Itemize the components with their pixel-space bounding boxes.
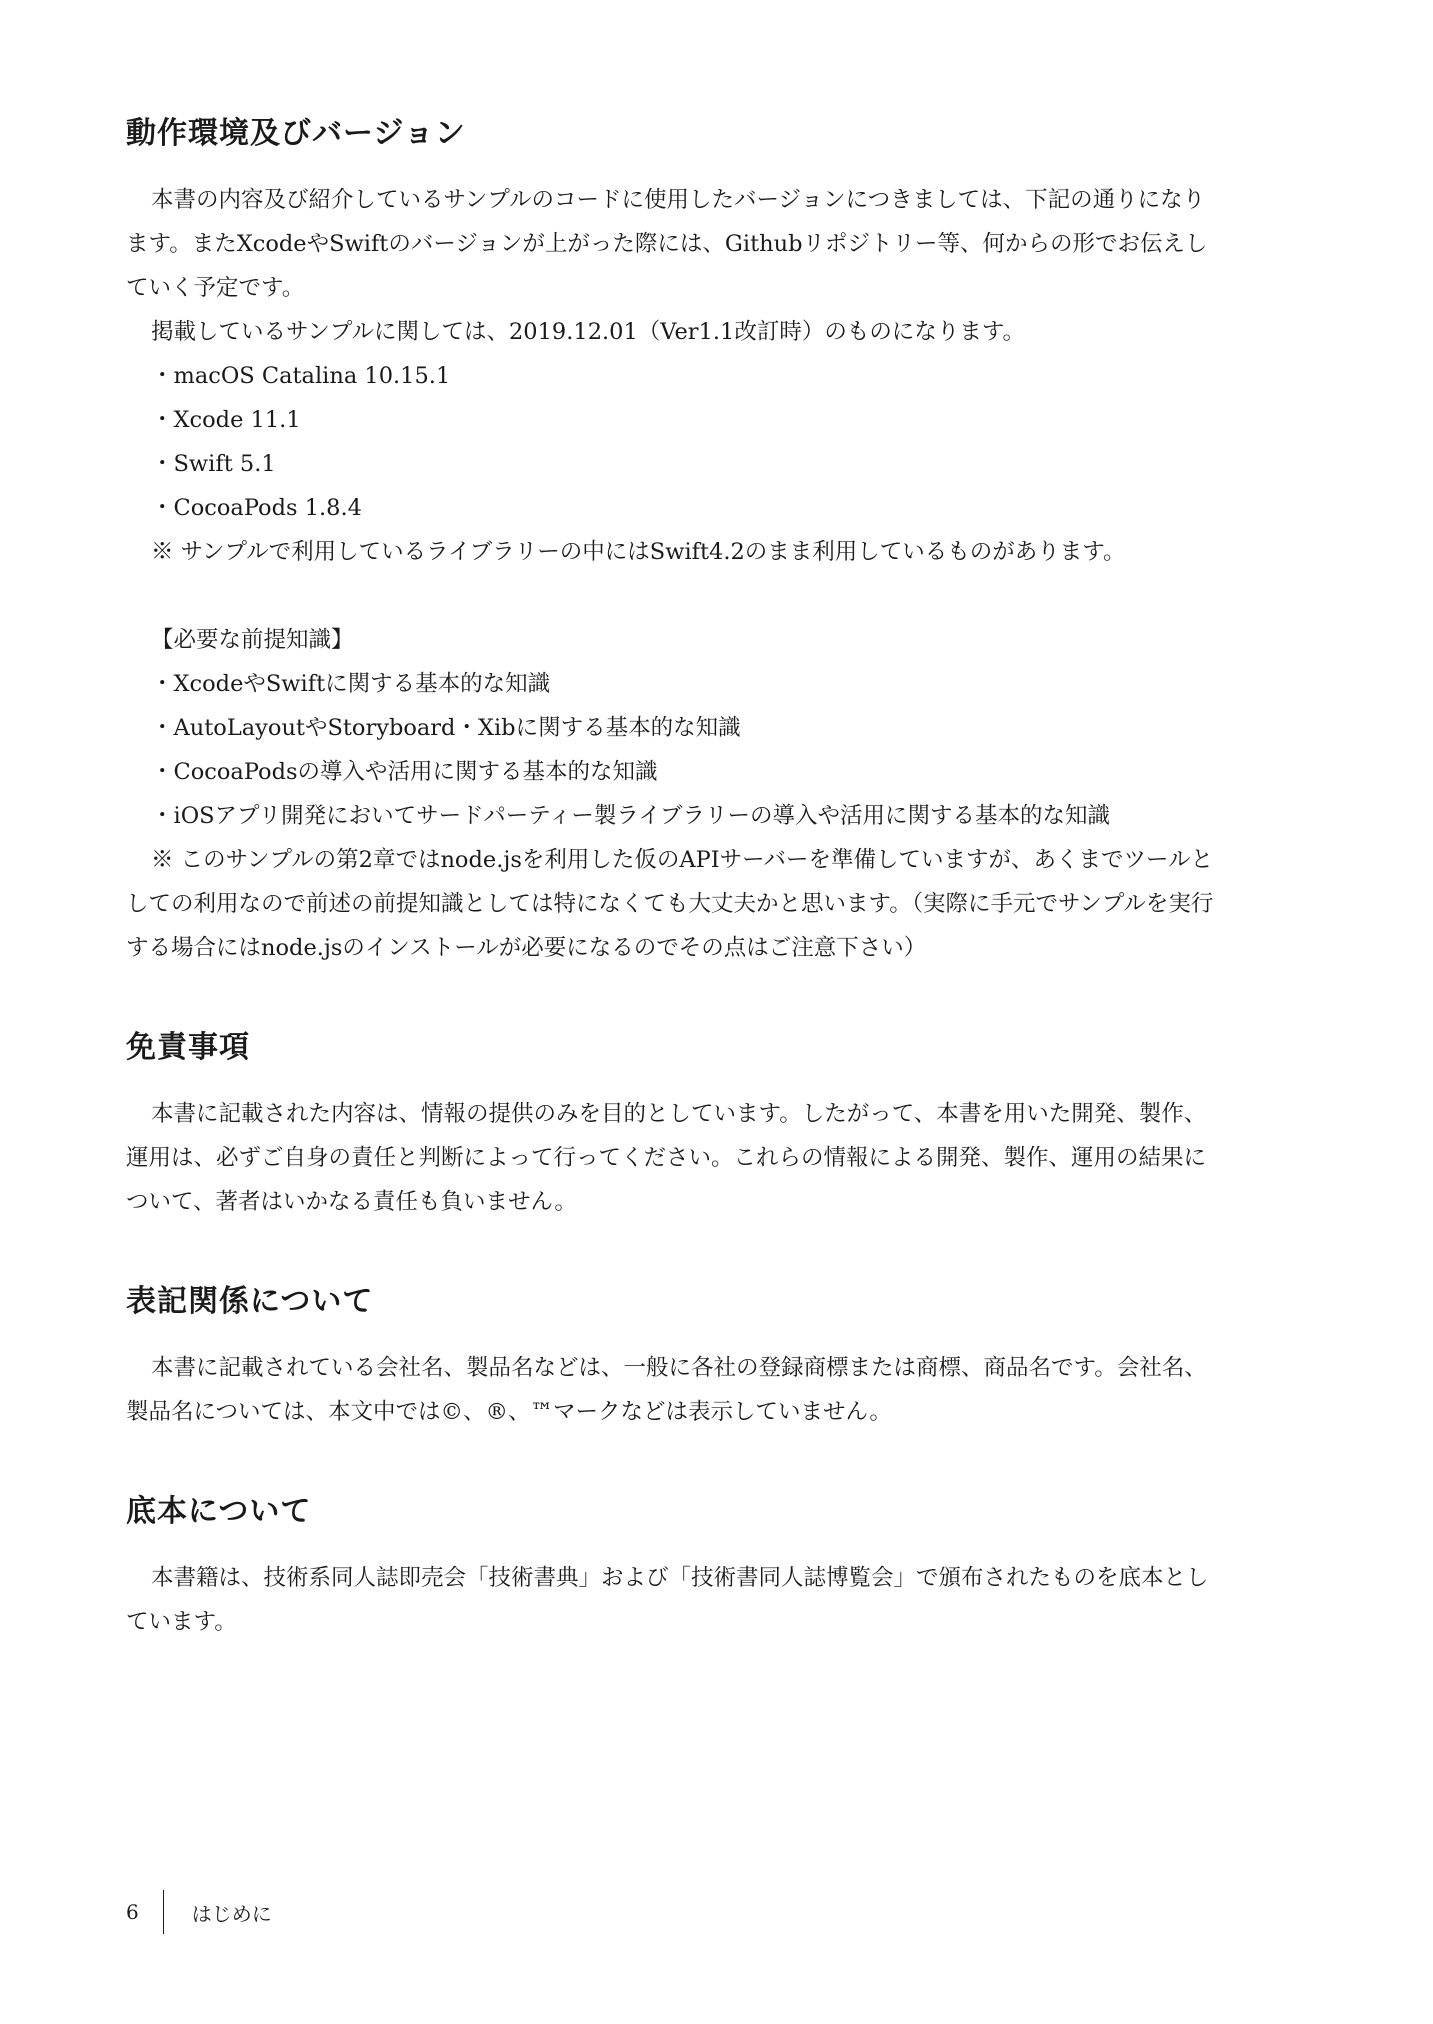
- paragraph: 本書の内容及び紹介しているサンプルのコードに使用したバージョンにつきましては、下記の通りになります。またXcodeやSwiftのバージョンが上がった際には、Githubリポジトリー等、何からの形でお伝えしていく予定です。: [126, 187, 1208, 301]
- page-footer: [126, 1890, 272, 1934]
- paragraph: 掲載しているサンプルに関しては、2019.12.01（Ver1.1改訂時）のものになります。: [151, 319, 1026, 345]
- list-item: ・CocoaPods 1.8.4: [151, 495, 362, 521]
- section-environment: [126, 110, 1226, 970]
- blank-line: [126, 574, 1226, 618]
- paragraph: 本書籍は、技術系同人誌即売会「技術書典」および「技術書同人誌博覧会」で頒布されたものを底本としています。: [126, 1565, 1209, 1635]
- list-item: ・Swift 5.1: [151, 451, 276, 477]
- page-body: [126, 110, 1226, 1698]
- list-item: ・CocoaPodsの導入や活用に関する基本的な知識: [151, 759, 658, 785]
- section-disclaimer: [126, 1024, 1226, 1224]
- section-heading: 底本について: [126, 1494, 312, 1529]
- section-heading: 動作環境及びバージョン: [126, 116, 466, 151]
- section-heading: 免責事項: [126, 1030, 250, 1065]
- section-trademarks: [126, 1278, 1226, 1434]
- subheading: 【必要な前提知識】: [151, 627, 354, 653]
- paragraph: 本書に記載された内容は、情報の提供のみを目的としています。したがって、本書を用いた開発、製作、運用は、必ずご自身の責任と判断によって行ってください。これらの情報による開発、製作、運用の結果について、著者はいかなる責任も負いません。: [126, 1101, 1207, 1215]
- list-item: ・iOSアプリ開発においてサードパーティー製ライブラリーの導入や活用に関する基本的な知識: [151, 803, 1111, 829]
- list-item: ・AutoLayoutやStoryboard・Xibに関する基本的な知識: [151, 715, 741, 741]
- note: ※ このサンプルの第2章ではnode.jsを利用した仮のAPIサーバーを準備していますが、あくまでツールとしての利用なので前述の前提知識としては特になくても大丈夫かと思います。（実際に手元でサンプルを実行する場合にはnode.jsのインストールが必要になるのでその点はご注意下さい）: [126, 847, 1214, 961]
- section-heading: 表記関係について: [126, 1284, 374, 1319]
- section-source-book: [126, 1488, 1226, 1644]
- list-item: ・macOS Catalina 10.15.1: [151, 363, 451, 389]
- footer-divider: [163, 1890, 164, 1934]
- page-number: 6: [126, 1900, 139, 1924]
- running-section-title: はじめに: [191, 1901, 272, 1926]
- note: ※ サンプルで利用しているライブラリーの中にはSwift4.2のまま利用しているものがあります。: [151, 539, 1126, 565]
- list-item: ・XcodeやSwiftに関する基本的な知識: [151, 671, 551, 697]
- list-item: ・Xcode 11.1: [151, 407, 301, 433]
- paragraph: 本書に記載されている会社名、製品名などは、一般に各社の登録商標または商標、商品名です。会社名、製品名については、本文中では©、®、™マークなどは表示していません。: [126, 1355, 1207, 1425]
